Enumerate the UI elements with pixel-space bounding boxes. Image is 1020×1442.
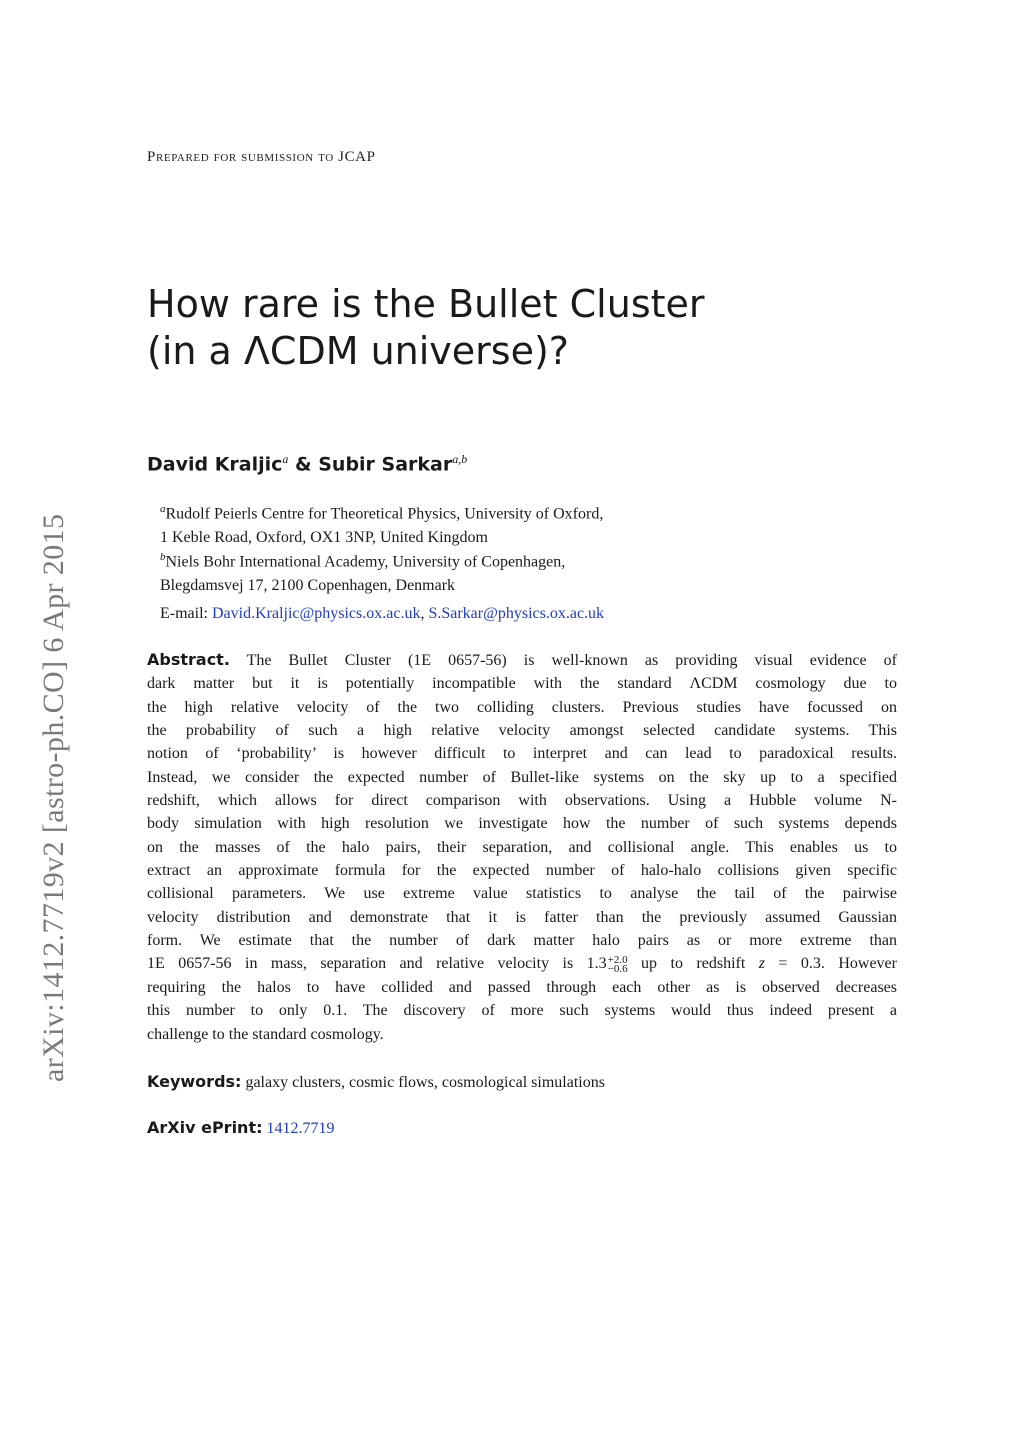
arxiv-side-identifier: arXiv:1412.7719v2 [astro-ph.CO] 6 Apr 2015: [37, 513, 70, 1082]
author-list: [147, 452, 467, 475]
abstract-line: collisional parameters. We use extreme value statistics to analyse the tail of the pairwise: [147, 885, 897, 903]
abstract-line: redshift, which allows for direct comparison with observations. Using a Hubble volume N-: [147, 792, 897, 810]
affil-mark: b: [160, 551, 166, 563]
abstract-line: the high relative velocity of the two colliding clusters. Previous studies have focussed on: [147, 698, 897, 716]
abstract-line: body simulation with high resolution we investigate how the number of such systems depends: [147, 815, 897, 833]
submission-note: Prepared for submission to JCAP: [147, 149, 376, 165]
eprint-link[interactable]: 1412.7719: [266, 1120, 335, 1137]
affil-line: Rudolf Peierls Centre for Theoretical Physics, University of Oxford,: [165, 505, 604, 523]
abstract-line-with-math: 1E 0657-56 in mass, separation and relative velocity is 1.3 +2.0 −0.6 up to redshift z = 0.3. However: [147, 953, 897, 975]
author-affil-mark: a: [282, 452, 289, 466]
affil-line: Niels Bohr International Academy, University of Copenhagen,: [165, 553, 566, 571]
affil-line: 1 Keble Road, Oxford, OX1 3NP, United Kingdom: [160, 529, 488, 547]
abstract-line: dark matter but it is potentially incompatible with the standard ΛCDM cosmology due to: [147, 675, 897, 693]
author-name: David Kraljic: [147, 453, 283, 476]
uncertainty-bounds: +2.0 −0.6: [607, 953, 628, 975]
abstract-line: notion of ‘probability’ is however difficult to interpret and can lead to paradoxical results.: [147, 745, 897, 763]
title-line-1: How rare is the Bullet Cluster: [147, 282, 705, 326]
redshift-symbol: z: [758, 955, 765, 973]
abstract-line: velocity distribution and demonstrate that it is fatter than the previously assumed Gaussian: [147, 908, 897, 926]
abstract-line: requiring the halos to have collided and passed through each other as is observed decreases: [147, 978, 897, 996]
abstract-line: extract an approximate formula for the expected number of halo-halo collisions given specific: [147, 862, 897, 880]
eprint-label: ArXiv ePrint:: [147, 1118, 263, 1137]
abstract-line: challenge to the standard cosmology.: [147, 1025, 384, 1043]
abstract-line: the probability of such a high relative velocity amongst selected candidate systems. This: [147, 722, 897, 740]
abstract-line: form. We estimate that the number of dark matter halo pairs as or more extreme than: [147, 932, 897, 950]
abstract-line: Abstract. The Bullet Cluster (1E 0657-56) is well-known as providing visual evidence of: [147, 650, 897, 669]
email-link-sarkar[interactable]: S.Sarkar@physics.ox.ac.uk: [428, 605, 605, 622]
keywords: [147, 1072, 605, 1092]
abstract-line: Instead, we consider the expected number of Bullet-like systems on the sky up to a specified: [147, 768, 897, 786]
abstract-line: this number to only 0.1. The discovery of more such systems would thus indeed present a: [147, 1002, 897, 1020]
arxiv-eprint: [147, 1118, 334, 1138]
email-link-kraljic[interactable]: David.Kraljic@physics.ox.ac.uk: [211, 605, 421, 622]
keywords-label: Keywords:: [147, 1072, 242, 1091]
email-label: E-mail:: [160, 605, 212, 622]
author-name: Subir Sarkar: [318, 453, 453, 476]
abstract-line: on the masses of the halo pairs, their separation, and collisional angle. This enables us to: [147, 838, 897, 856]
abstract-label: Abstract.: [147, 650, 230, 669]
title-line-2: (in a ΛCDM universe)?: [147, 329, 569, 373]
paper-title: [147, 281, 907, 375]
keywords-text: galaxy clusters, cosmic flows, cosmological simulations: [241, 1074, 605, 1091]
affiliation-b: [160, 545, 920, 598]
email-line: [160, 605, 604, 623]
abstract: [147, 648, 897, 1046]
author-affil-mark: a,b: [452, 452, 468, 466]
author-separator: &: [288, 453, 319, 476]
affil-mark: a: [160, 503, 166, 515]
affil-line: Blegdamsvej 17, 2100 Copenhagen, Denmark: [160, 577, 456, 595]
affiliation-a: [160, 497, 920, 550]
email-comma: ,: [420, 605, 429, 622]
